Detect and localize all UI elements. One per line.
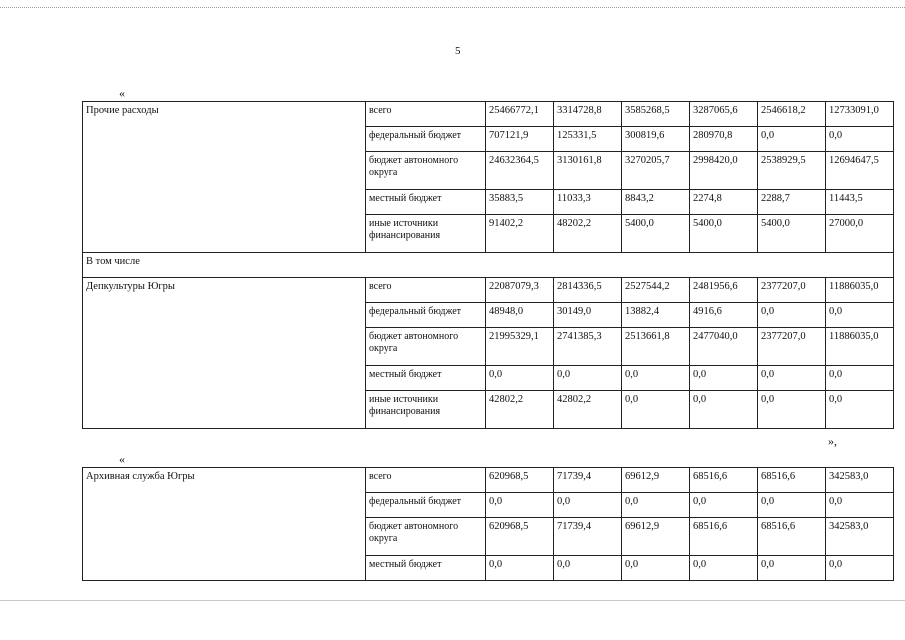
value-cell: 300819,6 — [622, 127, 690, 152]
value-cell: 0,0 — [486, 366, 554, 391]
value-cell: 0,0 — [826, 493, 894, 518]
value-cell: 0,0 — [826, 391, 894, 429]
source-cell: бюджет автономного округа — [366, 152, 486, 190]
table-row — [83, 102, 894, 127]
value-cell: 35883,5 — [486, 190, 554, 215]
value-cell: 69612,9 — [622, 518, 690, 556]
value-cell: 0,0 — [622, 391, 690, 429]
source-cell: всего — [366, 468, 486, 493]
value-cell: 11886035,0 — [826, 328, 894, 366]
bottom-scan-edge — [0, 600, 905, 601]
value-cell: 68516,6 — [690, 468, 758, 493]
value-cell: 2741385,3 — [554, 328, 622, 366]
value-cell: 2477040,0 — [690, 328, 758, 366]
value-cell: 8843,2 — [622, 190, 690, 215]
value-cell: 42802,2 — [486, 391, 554, 429]
value-cell: 2288,7 — [758, 190, 826, 215]
value-cell: 2527544,2 — [622, 278, 690, 303]
value-cell: 2814336,5 — [554, 278, 622, 303]
value-cell: 0,0 — [690, 556, 758, 581]
value-cell: 42802,2 — [554, 391, 622, 429]
value-cell: 342583,0 — [826, 468, 894, 493]
value-cell: 0,0 — [690, 366, 758, 391]
program-name-cell: Депкультуры Югры — [83, 278, 366, 429]
value-cell: 68516,6 — [758, 468, 826, 493]
source-cell: иные источники финансирования — [366, 391, 486, 429]
value-cell: 12694647,5 — [826, 152, 894, 190]
value-cell: 27000,0 — [826, 215, 894, 253]
value-cell: 2998420,0 — [690, 152, 758, 190]
table-row — [83, 253, 894, 278]
value-cell: 5400,0 — [690, 215, 758, 253]
value-cell: 71739,4 — [554, 468, 622, 493]
value-cell: 3287065,6 — [690, 102, 758, 127]
value-cell: 30149,0 — [554, 303, 622, 328]
closing-quote-1: », — [828, 434, 837, 448]
value-cell: 2377207,0 — [758, 278, 826, 303]
section-label-cell: В том числе — [83, 253, 894, 278]
source-cell: федеральный бюджет — [366, 127, 486, 152]
value-cell: 0,0 — [826, 366, 894, 391]
value-cell: 342583,0 — [826, 518, 894, 556]
value-cell: 620968,5 — [486, 518, 554, 556]
source-cell: местный бюджет — [366, 366, 486, 391]
source-cell: федеральный бюджет — [366, 493, 486, 518]
value-cell: 21995329,1 — [486, 328, 554, 366]
value-cell: 0,0 — [690, 391, 758, 429]
source-cell: иные источники финансирования — [366, 215, 486, 253]
value-cell: 12733091,0 — [826, 102, 894, 127]
value-cell: 22087079,3 — [486, 278, 554, 303]
value-cell: 0,0 — [554, 493, 622, 518]
program-name-cell: Архивная служба Югры — [83, 468, 366, 581]
value-cell: 0,0 — [486, 493, 554, 518]
value-cell: 69612,9 — [622, 468, 690, 493]
value-cell: 11443,5 — [826, 190, 894, 215]
value-cell: 0,0 — [758, 391, 826, 429]
value-cell: 71739,4 — [554, 518, 622, 556]
budget-table-archive-service — [82, 467, 894, 581]
value-cell: 91402,2 — [486, 215, 554, 253]
value-cell: 0,0 — [486, 556, 554, 581]
value-cell: 48948,0 — [486, 303, 554, 328]
value-cell: 0,0 — [758, 127, 826, 152]
value-cell: 11033,3 — [554, 190, 622, 215]
value-cell: 2274,8 — [690, 190, 758, 215]
source-cell: местный бюджет — [366, 190, 486, 215]
value-cell: 3130161,8 — [554, 152, 622, 190]
value-cell: 3314728,8 — [554, 102, 622, 127]
value-cell: 24632364,5 — [486, 152, 554, 190]
value-cell: 707121,9 — [486, 127, 554, 152]
value-cell: 0,0 — [622, 366, 690, 391]
value-cell: 0,0 — [758, 366, 826, 391]
value-cell: 0,0 — [758, 303, 826, 328]
value-cell: 0,0 — [758, 556, 826, 581]
source-cell: федеральный бюджет — [366, 303, 486, 328]
opening-quote-1: « — [119, 86, 125, 100]
page-number: 5 — [455, 45, 461, 57]
value-cell: 68516,6 — [690, 518, 758, 556]
value-cell: 48202,2 — [554, 215, 622, 253]
value-cell: 0,0 — [826, 556, 894, 581]
table-row — [83, 468, 894, 493]
value-cell: 4916,6 — [690, 303, 758, 328]
value-cell: 125331,5 — [554, 127, 622, 152]
opening-quote-2: « — [119, 452, 125, 466]
value-cell: 68516,6 — [758, 518, 826, 556]
value-cell: 2513661,8 — [622, 328, 690, 366]
value-cell: 5400,0 — [758, 215, 826, 253]
value-cell: 2377207,0 — [758, 328, 826, 366]
budget-table-other-expenses — [82, 101, 894, 429]
value-cell: 11886035,0 — [826, 278, 894, 303]
source-cell: бюджет автономного округа — [366, 518, 486, 556]
top-scan-edge — [0, 7, 905, 8]
value-cell: 0,0 — [826, 127, 894, 152]
program-name-cell: Прочие расходы — [83, 102, 366, 253]
value-cell: 5400,0 — [622, 215, 690, 253]
value-cell: 0,0 — [554, 556, 622, 581]
value-cell: 2538929,5 — [758, 152, 826, 190]
value-cell: 2546618,2 — [758, 102, 826, 127]
value-cell: 25466772,1 — [486, 102, 554, 127]
source-cell: всего — [366, 102, 486, 127]
source-cell: всего — [366, 278, 486, 303]
value-cell: 280970,8 — [690, 127, 758, 152]
value-cell: 0,0 — [826, 303, 894, 328]
value-cell: 0,0 — [622, 556, 690, 581]
value-cell: 3585268,5 — [622, 102, 690, 127]
value-cell: 0,0 — [554, 366, 622, 391]
source-cell: бюджет автономного округа — [366, 328, 486, 366]
value-cell: 0,0 — [690, 493, 758, 518]
value-cell: 3270205,7 — [622, 152, 690, 190]
value-cell: 0,0 — [758, 493, 826, 518]
value-cell: 2481956,6 — [690, 278, 758, 303]
value-cell: 620968,5 — [486, 468, 554, 493]
value-cell: 0,0 — [622, 493, 690, 518]
value-cell: 13882,4 — [622, 303, 690, 328]
table-row — [83, 278, 894, 303]
source-cell: местный бюджет — [366, 556, 486, 581]
